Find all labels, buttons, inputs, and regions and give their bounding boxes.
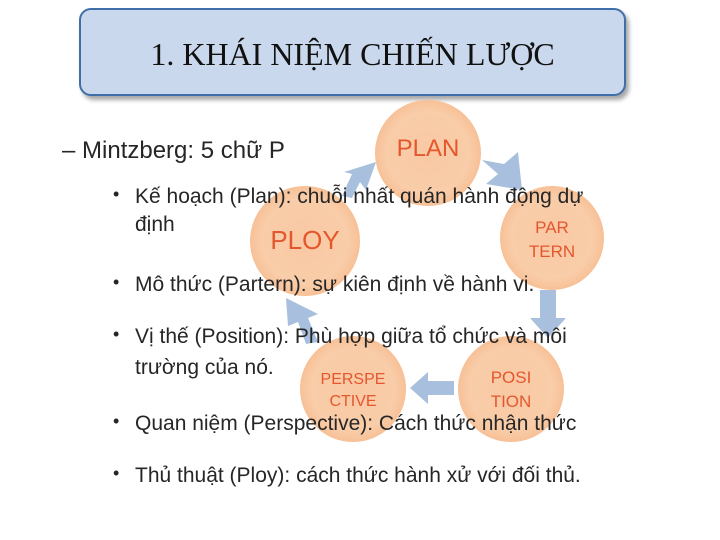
- perspective-label-line1: PERSPE: [320, 371, 386, 388]
- bullet-pattern-line1: Mô thức (Partern): sự kiên định về hành vi.: [135, 273, 535, 296]
- bullet-icon: •: [113, 411, 120, 431]
- bullet-position-line2: trường của nó.: [135, 356, 274, 379]
- arrow-position-to-perspective-icon: [410, 370, 454, 406]
- pattern-label-line2: TERN: [528, 242, 576, 261]
- slide-title: 1. KHÁI NIỆM CHIẾN LƯỢC: [150, 36, 555, 72]
- bullet-plan-line1: Kế hoạch (Plan): chuỗi nhất quán hành động dự: [135, 185, 584, 208]
- bullet-icon: •: [113, 184, 120, 204]
- title-box: [79, 8, 626, 96]
- bullet-perspective-line1: Quan niệm (Perspective): Cách thức nhận thức: [135, 412, 577, 435]
- bullet-icon: •: [113, 272, 120, 292]
- bullet-position-line1: Vị thế (Position): Phù hợp giữa tổ chức và môi: [135, 325, 567, 348]
- bullet-plan-line2: định: [135, 213, 175, 236]
- position-label-line2: TION: [490, 392, 532, 411]
- pattern-label-line1: PAR: [535, 218, 569, 237]
- ploy-label: PLOY: [270, 225, 340, 255]
- subheading: – Mintzberg: 5 chữ P: [62, 137, 285, 164]
- bullet-icon: •: [113, 324, 120, 344]
- plan-label: PLAN: [396, 135, 460, 162]
- position-label-line1: POSI: [490, 368, 532, 387]
- bullet-icon: •: [113, 463, 120, 483]
- perspective-label-line2: CTIVE: [329, 393, 377, 410]
- bullet-ploy-line1: Thủ thuật (Ploy): cách thức hành xử với đối thủ.: [135, 464, 581, 487]
